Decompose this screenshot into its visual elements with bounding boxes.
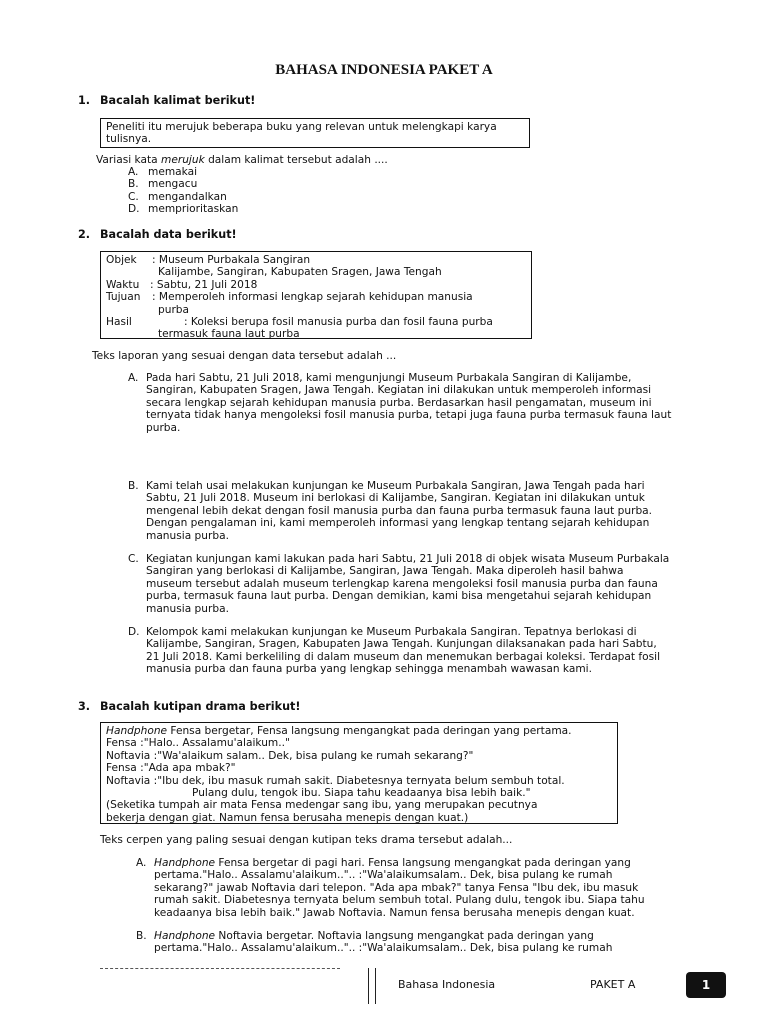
option-label: B.	[128, 480, 139, 492]
option-label: A.	[136, 857, 147, 869]
drama-line: Noftavia :"Ibu dek, ibu masuk rumah sakit. Diabetesnya ternyata belum sembuh total.	[106, 774, 565, 787]
data-row: purba	[158, 303, 190, 316]
option-d[interactable]: D. memprioritaskan	[128, 203, 239, 216]
q1-prompt-keyword: merujuk	[161, 154, 205, 166]
drama-line: Fensa :"Halo.. Assalamu'alaikum.."	[106, 737, 290, 750]
drama-line: Fensa :"Ada apa mbak?"	[106, 762, 236, 775]
question-number: 2.	[78, 228, 91, 241]
q1-options	[128, 166, 238, 216]
option-a[interactable]: A. memakai	[128, 166, 198, 178]
exam-page: BAHASA INDONESIA PAKET A 1. Bacalah kalimat berikut! Peneliti itu merujuk beberapa buku yang relevan untuk melengkapi karya tulisnya. Variasi kata merujuk dalam kalimat tersebut adalah .... A. memakai B. mengacu C. mengandalkan D. memprioritaskan 2. Bacalah data berikut! Objek : Museum Purbakala Sangiran Kalijambe, Sangiran, Kabupaten Sragen, Jawa Tengah Waktu : Sabtu, 21 Juli 2018 Tujuan : Memperoleh informasi lengkap sejarah kehidupan manusia purba Hasil : Koleksi berupa fosil manusia purba dan fosil fauna purba termasuk fauna laut purba Teks laporan yang sesuai dengan data tersebut adalah ... A. Pada hari Sabtu, 21 Juli 2018, kami mengunjungi Museum Purbakala Sangiran di Kalijambe, Sangiran, Kabupaten Sragen, Jawa Tengah. Kegiatan ini dilakukan untuk memperoleh informasi secara lengkap sejarah kehidupan manusia purba. Berdasarkan hasil pengamatan, museum ini ternyata tidak hanya mengoleksi fosil manusia purba, tetapi juga fauna purba termasuk fauna laut purba. B. Kami telah usai melakukan kunjungan ke Museum Purbakala Sangiran, Jawa Tengah pada hari Sabtu, 21 Juli 2018. Museum ini berlokasi di Kalijambe, Sangiran. Kegiatan ini dilakukan untuk mengenal lebih dekat dengan fosil manusia purba dan fauna purba termasuk fauna laut purba. Dengan pengalaman ini, kami memperoleh informasi yang lengkap tentang sejarah kehidupan manusia purba. C. Kegiatan kunjungan kami lakukan pada hari Sabtu, 21 Juli 2018 di objek wisata Museum Purbakala Sangiran yang berlokasi di Kalijambe, Sangiran, Jawa Tengah. Maka diperoleh hasil bahwa museum tersebut adalah museum terlengkap karena mengoleksi fosil manusia purba dan fauna purba, termasuk fauna laut purba. Dengan demikian, kami bisa mengetahui sejarah kehidupan manusia purba. D. Kelompok kami melakukan kunjungan ke Museum Purbakala Sangiran. Tepatnya berlokasi di Kalijambe, Sangiran, Sragen, Kabupaten Jawa Tengah. Kunjungan dilaksanakan pada hari Sabtu, 21 Juli 2018. Kami berkeliling di dalam museum dan menemukan berbagai koleksi. Terdapat fosil manusia purba dan fauna purba yang lengkap sehingga menambah wawasan kami. 3. Bacalah kutipan drama berikut! Handphone Fensa bergetar, Fensa langsung mengangkat pada deringan yang pertama. Fensa :"Halo.. Assalamu'alaikum.." Noftavia :"Wa'alaikum salam.. Dek, bisa pulang ke rumah sekarang?" Fensa :"Ada apa mbak?" Noftavia :"Ibu dek, ibu masuk rumah sakit. Diabetesnya ternyata belum sembuh total. Pulang dulu, tengok ibu. Siapa tahu keadaanya bisa lebih baik." (Seketika tumpah air mata Fensa medengar sang ibu, yang merupakan pecutnya bekerja dengan giat. Namun fensa berusaha menepis dengan kuat.) Teks cerpen yang paling sesuai dengan kutipan teks drama tersebut adalah... A. Handphone Fensa bergetar di pagi hari. Fensa langsung mengangkat pada deringan yang pertama."Halo.. Assalamu'alaikum..".. :"Wa'alaikumsalam.. Dek, bisa pulang ke rumah sekarang?" jawab Noftavia dari telepon. "Ada apa mbak?" tanya Fensa "Ibu dek, ibu masuk rumah sakit. Diabetesnya ternyata belum sembuh total. Pulang dulu, tengok ibu. Siapa tahu keadaanya bisa lebih baik." Jawab Noftavia. Namun fensa berusaha menepis dengan kuat. B. Handphone Noftavia bergetar. Noftavia langsung mengangkat pada deringan yang pertama."Halo.. Assalamu'alaikum..".. :"Wa'alaikumsalam.. Dek, bisa pulang ke rumah Bahasa Indonesia PAKET A 1	[0, 0, 768, 1024]
data-row: Waktu : Sabtu, 21 Juli 2018	[106, 278, 258, 291]
data-row: termasuk fauna laut purba	[158, 328, 300, 341]
question-instruction: Bacalah kalimat berikut!	[100, 94, 256, 107]
data-row: Tujuan : Memperoleh informasi lengkap sejarah kehidupan manusia	[106, 291, 473, 304]
drama-line: Noftavia :"Wa'alaikum salam.. Dek, bisa pulang ke rumah sekarang?"	[106, 749, 474, 762]
q1-sentence-line: Peneliti itu merujuk beberapa buku yang relevan untuk melengkapi karya	[106, 121, 497, 133]
q1-sentence-box	[100, 118, 530, 148]
page-title: BAHASA INDONESIA PAKET A	[275, 62, 493, 78]
option-label: D.	[128, 626, 140, 638]
footer-separator	[368, 968, 376, 1004]
footer-paket: PAKET A	[590, 978, 636, 991]
q2-prompt: Teks laporan yang sesuai dengan data tersebut adalah ...	[92, 350, 397, 362]
q1-sentence-line: tulisnya.	[106, 133, 152, 146]
q3-drama-box	[100, 722, 618, 824]
question-instruction: Bacalah kutipan drama berikut!	[100, 700, 301, 713]
drama-line: Pulang dulu, tengok ibu. Siapa tahu keadaanya bisa lebih baik."	[192, 787, 531, 800]
option-b[interactable]: B. mengacu	[128, 178, 198, 191]
footer-subject: Bahasa Indonesia	[398, 978, 496, 991]
option-label: C.	[128, 553, 139, 565]
question-number: 3.	[78, 700, 91, 713]
option-label: B.	[136, 930, 147, 942]
drama-line: bekerja dengan giat. Namun fensa berusaha menepis dengan kuat.)	[106, 811, 469, 824]
q1-prompt: Variasi kata merujuk dalam kalimat tersebut adalah ....	[96, 154, 388, 166]
drama-line: (Seketika tumpah air mata Fensa medengar sang ibu, yang merupakan pecutnya	[106, 799, 538, 812]
footer-divider	[100, 968, 340, 969]
page-number-badge: 1	[686, 972, 726, 998]
question-instruction: Bacalah data berikut!	[100, 228, 237, 241]
data-row: Objek : Museum Purbakala Sangiran	[106, 254, 311, 266]
option-c[interactable]: C. mengandalkan	[128, 190, 227, 203]
data-row: Kalijambe, Sangiran, Kabupaten Sragen, Jawa Tengah	[158, 266, 442, 279]
drama-line: Handphone Fensa bergetar, Fensa langsung mengangkat pada deringan yang pertama.	[106, 725, 572, 737]
question-number: 1.	[78, 94, 91, 107]
data-row: Hasil : Koleksi berupa fosil manusia purba dan fosil fauna purba	[106, 315, 493, 328]
q2-data-box	[100, 251, 532, 339]
q3-prompt: Teks cerpen yang paling sesuai dengan kutipan teks drama tersebut adalah...	[100, 834, 513, 846]
option-label: A.	[128, 372, 139, 384]
